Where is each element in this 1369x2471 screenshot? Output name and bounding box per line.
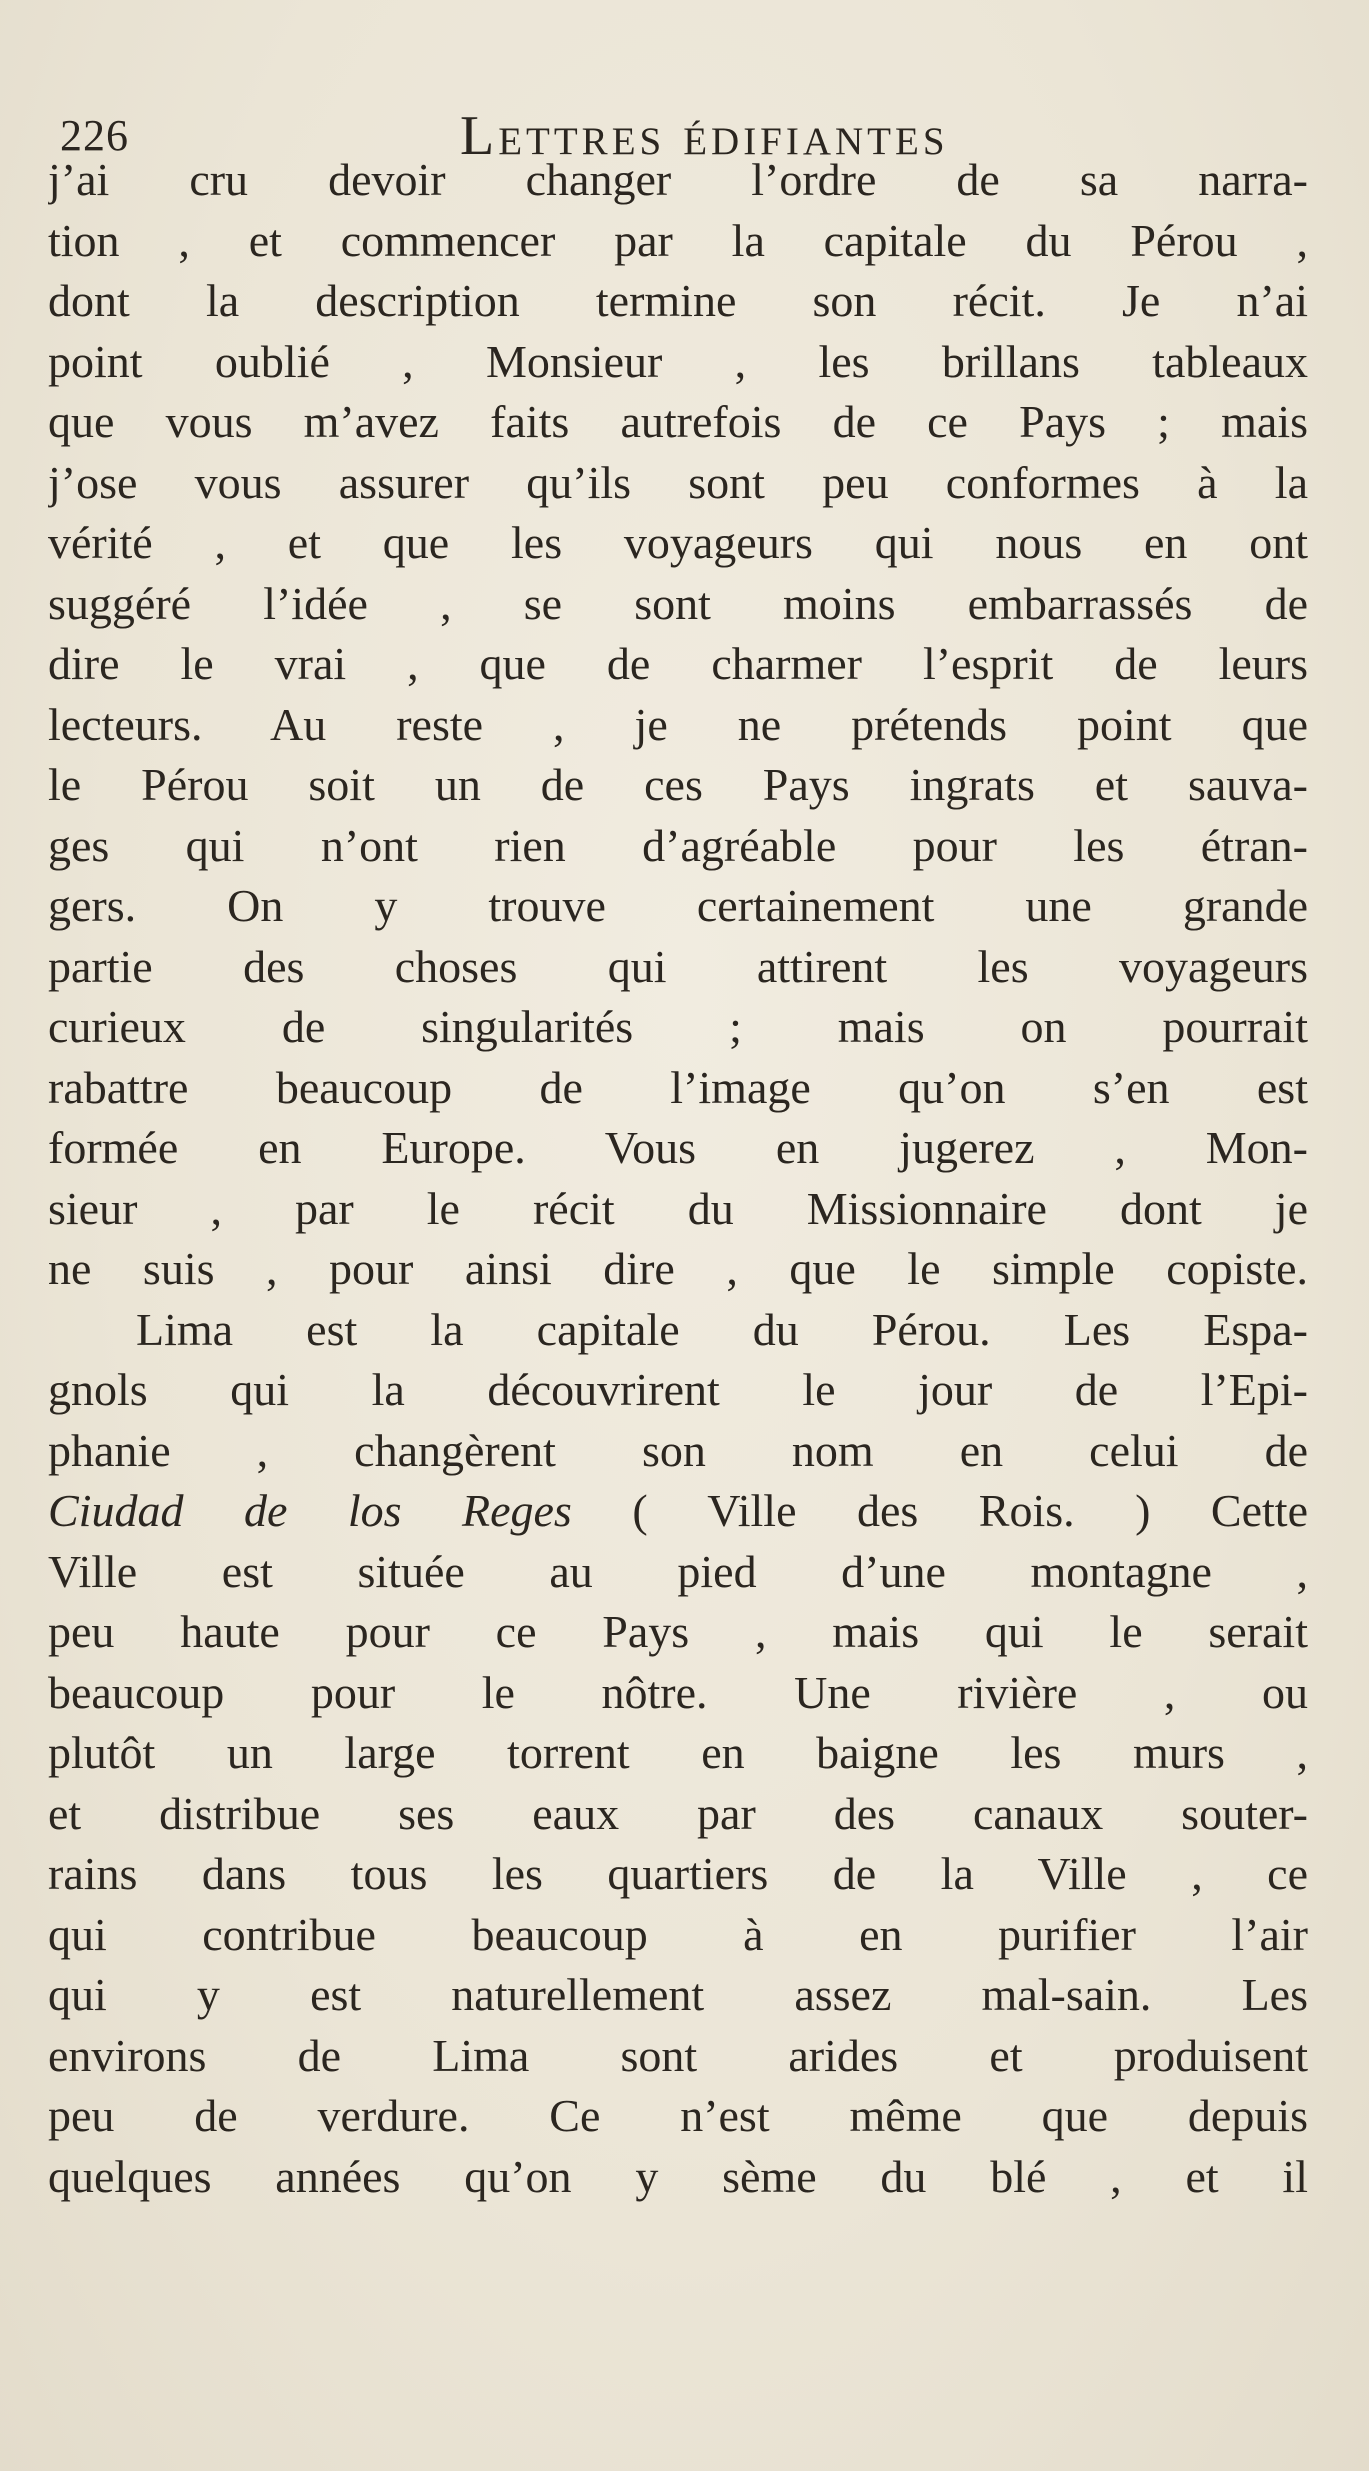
text-line: phanie , changèrent son nom en celui de [48,1424,1308,1476]
text-line: beaucoup pour le nôtre. Une rivière , ou [48,1666,1308,1718]
text-line: gers. On y trouve certainement une grande [48,880,1308,931]
text-line: environs de Lima sont arides et produisent [48,2029,1308,2081]
text-line: formée en Europe. Vous en jugerez , Mon- [48,1122,1308,1173]
text-line: Ville est située au pied d’une montagne , [48,1545,1308,1597]
text-line: rains dans tous les quartiers de la Ville , ce [48,1848,1308,1899]
text-line: suggéré l’idée , se sont moins embarrassés de [48,577,1308,629]
text-line: qui y est naturellement assez mal-sain. Les [48,1969,1308,2020]
text-line: ges qui n’ont rien d’agréable pour les étran- [48,819,1308,871]
text-line: quelques années qu’on y sème du blé , et il [48,2150,1308,2202]
text-line: rabattre beaucoup de l’image qu’on s’en est [48,1061,1308,1113]
body-text [48,150,1308,2207]
text-line: que vous m’avez faits autrefois de ce Pays ; mais [48,396,1308,447]
italic-phrase: Ciudad de los Reges [48,1485,572,1536]
text-line: peu haute pour ce Pays , mais qui le serait [48,1606,1308,1657]
page-number: 226 [60,111,129,160]
text-fragment: ( Ville des Rois. ) Cette [571,1485,1308,1536]
text-line: point oublié , Monsieur , les brillans tableaux [48,335,1308,387]
running-title: Lettres édifiantes [460,105,949,167]
text-line: lecteurs. Au reste , je ne prétends point que [48,698,1308,750]
text-line: j’ai cru devoir changer l’ordre de sa narra- [48,154,1308,205]
text-line: qui contribue beaucoup à en purifier l’air [48,1908,1308,1960]
text-line: peu de verdure. Ce n’est même que depuis [48,2090,1308,2141]
text-line: dire le vrai , que de charmer l’esprit de leurs [48,638,1308,689]
text-line [48,1481,1308,1542]
text-line: Lima est la capitale du Pérou. Les Espa- [136,1303,1308,1355]
text-line: ne suis , pour ainsi dire , que le simple copiste. [48,1243,1308,1294]
text-line: j’ose vous assurer qu’ils sont peu conformes à la [48,456,1308,508]
text-line: partie des choses qui attirent les voyageurs [48,940,1308,992]
text-line: dont la description termine son récit. Je n’ai [48,275,1308,326]
text-line: et distribue ses eaux par des canaux souter- [48,1787,1308,1839]
text-line: tion , et commencer par la capitale du Pérou , [48,214,1308,266]
text-line: le Pérou soit un de ces Pays ingrats et sauva- [48,759,1308,810]
text-line: sieur , par le récit du Missionnaire dont je [48,1182,1308,1234]
text-line: vérité , et que les voyageurs qui nous en ont [48,517,1308,568]
text-line: plutôt un large torrent en baigne les murs , [48,1727,1308,1778]
text-line: gnols qui la découvrirent le jour de l’Epi- [48,1364,1308,1415]
text-line: curieux de singularités ; mais on pourrait [48,1001,1308,1052]
